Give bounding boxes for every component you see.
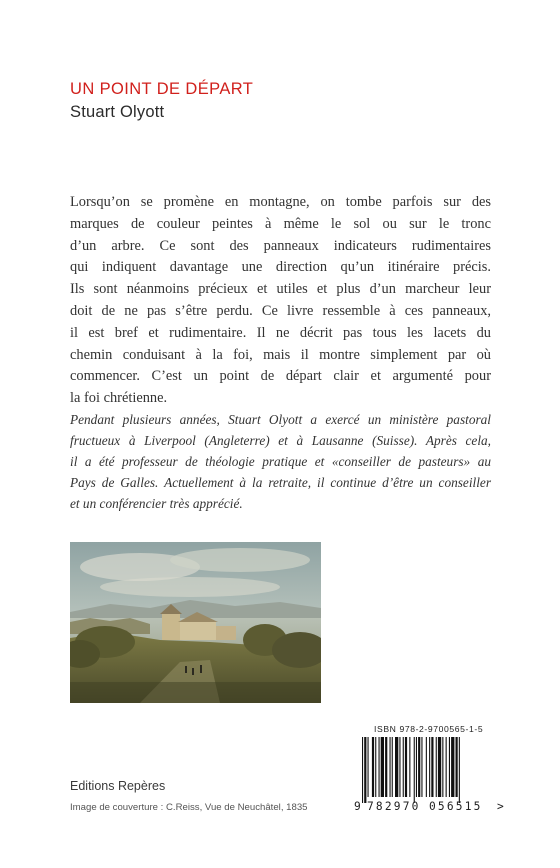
back-cover-blurb [70,192,491,410]
blurb-line: d’un arbre. Ce sont des panneaux indicateurs rudimentaires [70,237,491,254]
blurb-line: Ils sont néanmoins précieux et utiles et plus d’un marcheur leur [70,281,491,298]
barcode-quiet-mark: > [497,800,504,813]
barcode-digit-first: 9 [354,800,361,813]
bio-line: il a été professeur de théologie pratique et «conseiller de pasteurs» au [70,454,491,469]
barcode-digits-right: 056515 [429,800,483,813]
blurb-line: doit de ne pas s’être perdu. Ce livre ressemble à ces panneaux, [70,302,491,319]
barcode-bars-icon [362,737,497,803]
publisher-name: Editions Repères [70,779,166,793]
book-author: Stuart Olyott [70,103,165,121]
blurb-line: commencer. C’est un point de départ clair et argumenté pour [70,368,491,385]
bio-line: Pays de Galles. Actuellement à la retraite, il continue d’être un conseiller [70,475,491,490]
cover-image-credit: Image de couverture : C.Reiss, Vue de Neuchâtel, 1835 [70,802,308,813]
cover-illustration [70,542,321,703]
bio-line: Pendant plusieurs années, Stuart Olyott a exercé un ministère pastoral [70,412,491,427]
barcode-digits-left: 782970 [367,800,421,813]
blurb-line: il est bref et rudimentaire. Il ne décrit pas tous les lacets du [70,324,491,341]
isbn-label: ISBN 978-2-9700565-1-5 [374,724,484,734]
blurb-line: Lorsqu’on se promène en montagne, on tombe parfois sur des [70,194,491,210]
book-title: UN POINT DE DÉPART [70,80,254,98]
author-bio [70,409,491,514]
blurb-line: chemin conduisant à la foi, mais il montre simplement par où [70,346,491,363]
bio-line: fructueux à Liverpool (Angleterre) et à Lausanne (Suisse). Après cela, [70,433,491,448]
blurb-line: marques de couleur peintes à même le sol ou sur le tronc [70,215,491,232]
blurb-line: qui indiquent davantage une direction qu’un itinéraire précis. [70,259,491,276]
isbn-barcode [352,724,507,824]
blurb-line: la foi chrétienne. [70,390,168,407]
bio-line: et un conférencier très apprécié. [70,496,243,511]
